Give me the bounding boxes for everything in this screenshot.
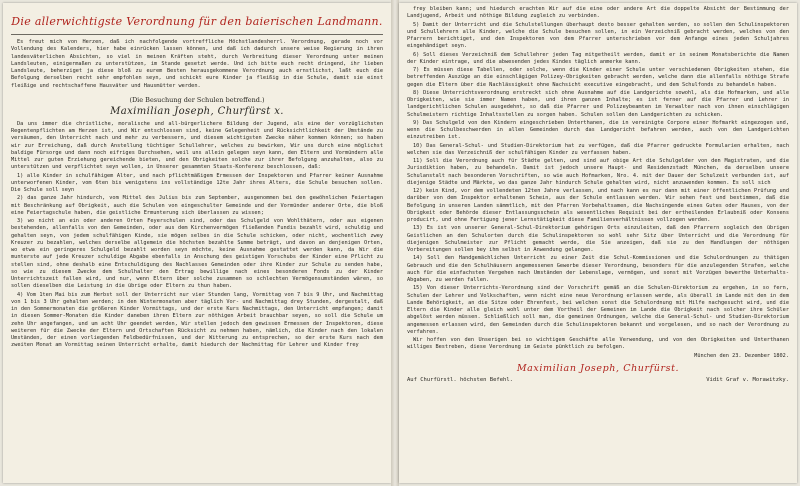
section-heading: (Die Besuchung der Schulen betreffend.) [129, 95, 265, 104]
left-page [3, 3, 391, 483]
body-paragraph: 7) Es müssen diese Tabellen, oder solche, wenn die Kinder einer Schule unter verschiedenen Obrigkeiten stehen, die betreffenden Auszüge an die einschlägigen Polizey-Obrigkeiten gebracht werden, welche dann die allenfalls nöthige Strafe gegen die Eltern über die Nachlässigkeit ohne Nachsicht executive eingebracht, und dem Schulfonds zu behandeln haben. [407, 67, 789, 88]
body-paragraph: frey bleiben kann; und hiedurch erachten Wir auf die eine oder andere Art die doppelte Absicht der Bestimmung der Landjugend, Arbeit und nöthige Bildung zugleich zu verbinden. [407, 6, 789, 20]
body-paragraph: 15) Von dieser Unterrichts-Verordnung sind der Vorschrift gemäß an die Schulen-Direktorium zu ergehen, in so fern, Schulen der Lehrer und Volkschaften, wenn nicht eine neue Verordnung erlassen werde, als überall im Lande mit den in dem Lande Behörigkeit, an die Sitze oder Ehrenfest, bei welchen sonst die Schulordnung mit Hilfe nachgesucht wird, und die Eltern die Kinder alle gleich wohl unter dem Vortheil der Gemeinen im Lande die Obrigkeit nach solcher ihre Schüler abgelöst werden müssen. Schließlich soll man, die gemeinen Ordnungen, welche die General-Schul- und Studien-Direktorium angemessen erlassen wird, den Gemeinden durch die Schulinspektoren bekannt und vorgelesen, und so nach der Verordnung zu verfahren. [407, 285, 789, 335]
body-paragraph: 12) kein Kind, vor dem vollendeten 12ten Jahre verlassen, und nach kann es nur dann mit einer öffentlichen Prüfung und darüber von dem Inspektor erhaltenen Schein, aus der Schule entlassen werden. Wir sehen fest und bestimmen, daß die Befolgung in unseren Landen sämmtlich, mit den Pfarren Vorbehaltsamen, die Nachsingende eines Gutes oder Hauses, von der Obrigkeit oder Behörde dieser Entlassungsschein als wesentliches Requisit bei der ertheilenden Erlaubniß oder Konsens producirt, und ohne Fertigung jener Lernstätigkeit diese Familienverhältnissen vollzogen werden. [407, 188, 789, 223]
intro-text-block [11, 39, 383, 90]
body-paragraph: 10) Das General-Schul- und Studien-Direktorium hat zu verfügen, daß die Pfarrer gedruckte Formularien erhalten, nach welchen sie das Verzeichniß der schulfähigen Kinder zu verfassen haben. [407, 142, 789, 156]
body-paragraph: 6) Soll dieses Verzeichniß dem Schullehrer jeden Tag mitgetheilt werden, damit er in seinem Monatsberichte die Namen der Kinder eintrage, und die abwesenden jedes Kindes täglich anmerke kann. [407, 51, 789, 65]
body-paragraph: 14) Soll den Handgemächlichen Unterricht zu einer Zeit die Schul-Kommissionen und die Schulordnungen zu thätigen Gebrauch und die den Schulhäusern angemessenen Gewerbe dieser Verordnung, besonders für die anzulegenden Strafen, welche auch für die einfachsten Vergehen nach Umständen der Lebenslage, vermögen, und sonst mit Vorzügen bewerthe Unterhalts-Abgaben, zu werden fallen. [407, 255, 789, 283]
body-paragraph: 8) Diese Unterrichtsverordnung erstreckt sich ohne Ausnahme auf die Landgerichte sowohl, als die Hofmarken, und alle Obrigkeiten, wie sie immer Namen haben, und ihren ganzen Inhalte; es ist ferner auf die Pfarrer und Lehrer in landgerichtlichen Schulen ausgedehnt, so daß die Pfarrer und Polizeybeamten im Verwalter nach von ihnen einschlägigen Schulmeistern richtige Inhaltsstellen zu sorgen haben. Schulen sollen den Landgerichten zu schicken. [407, 89, 789, 118]
body-paragraph: Da uns immer die christliche, moralische und all-bürgerlichere Bildung der Jugend, als eine der vorzüglichsten Regentenpflichten am Herzen ist, und Wir entschlossen sind, keine Gelegenheit und Rücksichtlichkeit der Umstände zu versäumen, den Unterricht nach und mehr zu verbessern, und diesem wichtigsten Zwecke näher kommen können; so haben wir zur Erreichung, daß durch Anstellung tüchtiger Schullehrer, welches zu bewirken, Wir uns durch eine möglichst baldige Fürsorge und dann noch eifriges Durchsehen, weil uns allein gelegen seyn kann, den Eltern und Vormündern alle Mittel zur guten Erziehung gereichende bieten, und den Obrigkeiten solche zur ihrer Befolgung anzuhalten, also zu unterstützen und verpflichtet seyn wollen, in Unserer gesammten Staats-Konferenz beschlossen, daß: [11, 120, 383, 171]
document-title: Die allerwichtigste Verordnung für den baierischen Landmann. [11, 15, 383, 28]
body-paragraph: 3) wo nicht an ein oder anderen Orten Feyerschulen sind, oder das Schulgeld von Wohlthätern, oder aus eigenen bestehenden, allenfalls von den Gemeinden, oder aus dem Kirchenvermögen fließenden Fundis bezahlt wird, schuldig und gehalten seyn, von jedem schulfähigen Kinde, sie mögen selbes in die Schule schicken, oder nicht, wochentlich zwey Kreuzer zu bezahlen, welches derselbe allgemein die höchsten bezahlte Summe beträgt, und davon an denjenigen Orten, wo etwa ein geringeres Schulgeld bezahlt worden seyn möchte, keine Ausnahme gestattet werden kann, da Wir die munterste auf jede Kreuzer schuldige Abgabe ebenfalls in Anschung des geistigen Vorschubs der Kinder eine Pflicht zu stellen sind, ohne deshalb eine Entschuldigung des Nachlasses Gemeinden oder ihre Kinder zur Schule zu senden habe, so wie zu diesem Zwecke dem Schulhalter den Ertrag bewillige nach eines besonderen Fonds zu der Kinder Unterrichtszeit fallen wird, und nur, wenn Eltern über solche zusammen so schlechten Vermögensumständen wären, so sollen dieselben die Leistung in die übrige oder Eltern zu thun haben. [11, 218, 383, 290]
title-rule [11, 34, 383, 35]
right-body-text [407, 6, 789, 352]
signature-stamp: Maximilian Joseph, Churfürst. [516, 362, 680, 374]
body-paragraph: 13) Es ist von unserer General-Schul-Direktorium gehörigen Orts einzuleiten, daß den Pfarrern sogleich den übrigen Geistlichen an den Schulorten durch die Schulinspektoren so wohl sehr Sitz über Unterricht und die Verordnung für diejenigen Schulmeister zur Pflicht gemacht werde, die Sie anzeigen, daß sie zu den Handlungen der nöthigen Vorbereitungen sollen bey ihm selbst in Anwendung gelangen. [407, 225, 789, 253]
countersign-text: Vidit Graf v. Morawitzky. [706, 376, 789, 383]
right-page [399, 3, 797, 483]
body-paragraph: 4) Vom 1ten Mai bis zum Herbst soll der Unterricht nur vier Stunden lang, Vormittag von 7 bis 9 Uhr, und Nachmittag von 1 bis 3 Uhr gehalten werden; in den Wintermonaten aber täglich Vor- und Nachmittag drey Stunden, dergestalt, daß in den Sommermonaten die größeren Kinder Vormittags, und der erste Kurs Nachmittags, den Unterricht empfangen; damit in diesen Sommer-Monaten die Kinder daneben ihren Eltern zur nöthigen Arbeit brauchbar seyen, so soll die Schule um zehn Uhr angefangen, und um acht Uhr geendet werden, Wir stellen jedoch dem gewissen Ermessen der Inspektoren, diese weiteren für die Zwecke der Eltern und Ortschaften Rücksicht zu nehmen haben, nämlich, die Kinder nach den lokalen Umständen, der einen vorliegenden Feldbedürfnissen, und der Witterung zu entsprechen, so der erste Kurs nach dem zweiten Monat am Vormittag seinen Unterricht erhalte, damit hiedurch der Nachmittag für Lehrer und Kinder frey [11, 291, 383, 349]
attestation-text: Auf Churfürstl. höchsten Befehl. [407, 376, 513, 383]
intro-paragraph: Es freut mich von Herzen, daß ich nachfolgende vortreffliche Höchstlandesherrl. Verordnung, gerade noch vor Vollendung des Kalenders, hier habe einrücken lassen können, und daß ich dadurch unsere weise Regierung in ihren landesväterlichen Absichten, so viel in meinen Kräften steht, durch Verbreitung dieser Verordnung unter meinen Landsleuten, einigermaßen zu unterstützen, im Stande gesetzt werde. Und ich bitte euch recht dringend, ihr lieben Landsleute, beherziget ja diese bloß zu eurem Besten herausgekommene Verordnung auch ernstlichst, laßt euch die Befolgung derselben recht sehr empfohlen seyn, und schickt eure Kinder ja fleißig in die Schule, damit sie einst fleißige und rechtschaffene Hausväter und Hausmütter werden. [11, 39, 383, 89]
body-paragraph: 1) alle Kinder in schulfähigem Alter, und nach pflichtmäßigem Ermessen der Inspektoren und Pfarrer keiner Ausnahme unterworfenen Kinder, vom 6ten bis wenigstens ins vollständige 12te Jahr ihres Alters, die Schule besuchen sollen. Die Schule soll seyn [11, 172, 383, 193]
body-paragraph: 11) Soll die Verordnung auch für Städte gelten, und sind auf obige Art die Schulgelder von den Magistraten, und die Jurisdiktion haben, zu behandeln. Damit ist jedoch unsere Haupt- und Residenzstadt München, da derselben unsere Schulanstalt nach besonderen Vorschriften, so wie auch Hofmarken, Nro. 4. mit der Dauer der Schulzeit verbunden ist, auf diejenige Städte und Märkte, wo das ganze Jahr hindurch Schule gehalten wird, nicht anzuwenden kommen. Es soll sich [407, 158, 789, 186]
body-paragraph: 5) Damit der Unterricht und die Schulstellungen überhaupt desto besser gehalten werden, so sollen den Schulinspektoren und Schullehrern alle Kinder, welche die Schule besuchen sollen, in ein Verzeichniß gebracht werden, welches von den Pfarrern berichtiget, und den Inspektoren von dem Pfarrer unterschrieben vor dem Anfange eines jeden Schuljahres eingehändiget seyn. [407, 21, 789, 50]
signature-row [407, 377, 789, 383]
body-paragraph: Wir hoffen von den Unserigen bei so wichtigem Geschäfte alle Verwendung, und von den Obrigkeiten und Unterthanen williges Bestreben, diese Verordnung im Geiste pünktlich zu befolgen. [407, 337, 789, 351]
left-body-text [11, 121, 383, 350]
page-gutter [391, 0, 399, 486]
body-paragraph: 9) Das Schulgeld von den Kindern eingeschrieben Unterthanen, die in vereinigte Corpore einer Hofmarkt eingezogen und, wenn die Schulbeschwerden in allen Gemeinden durch das Landgericht befahren werden, auch von den Landgerichten einzutreiben ist. [407, 119, 789, 141]
body-paragraph: 2) das ganze Jahr hindurch, vom Mittel des Julius bis zum September, ausgenommen bei den gewöhnlichen Feiertagen mit Beschränkung auf Obrigkeit, auch die Schulen von eingeschulter Gemeinde und der Vormünder anderer Orte, die bloß eine Feiertagschule haben, die geistliche Ermunterung sich überlassen zu wissen; [11, 195, 383, 216]
signature-block [407, 363, 789, 393]
date-line: München den 23. Dezember 1802. [694, 352, 789, 359]
issuer-line: Maximilian Joseph, Churfürst x. [110, 105, 284, 117]
